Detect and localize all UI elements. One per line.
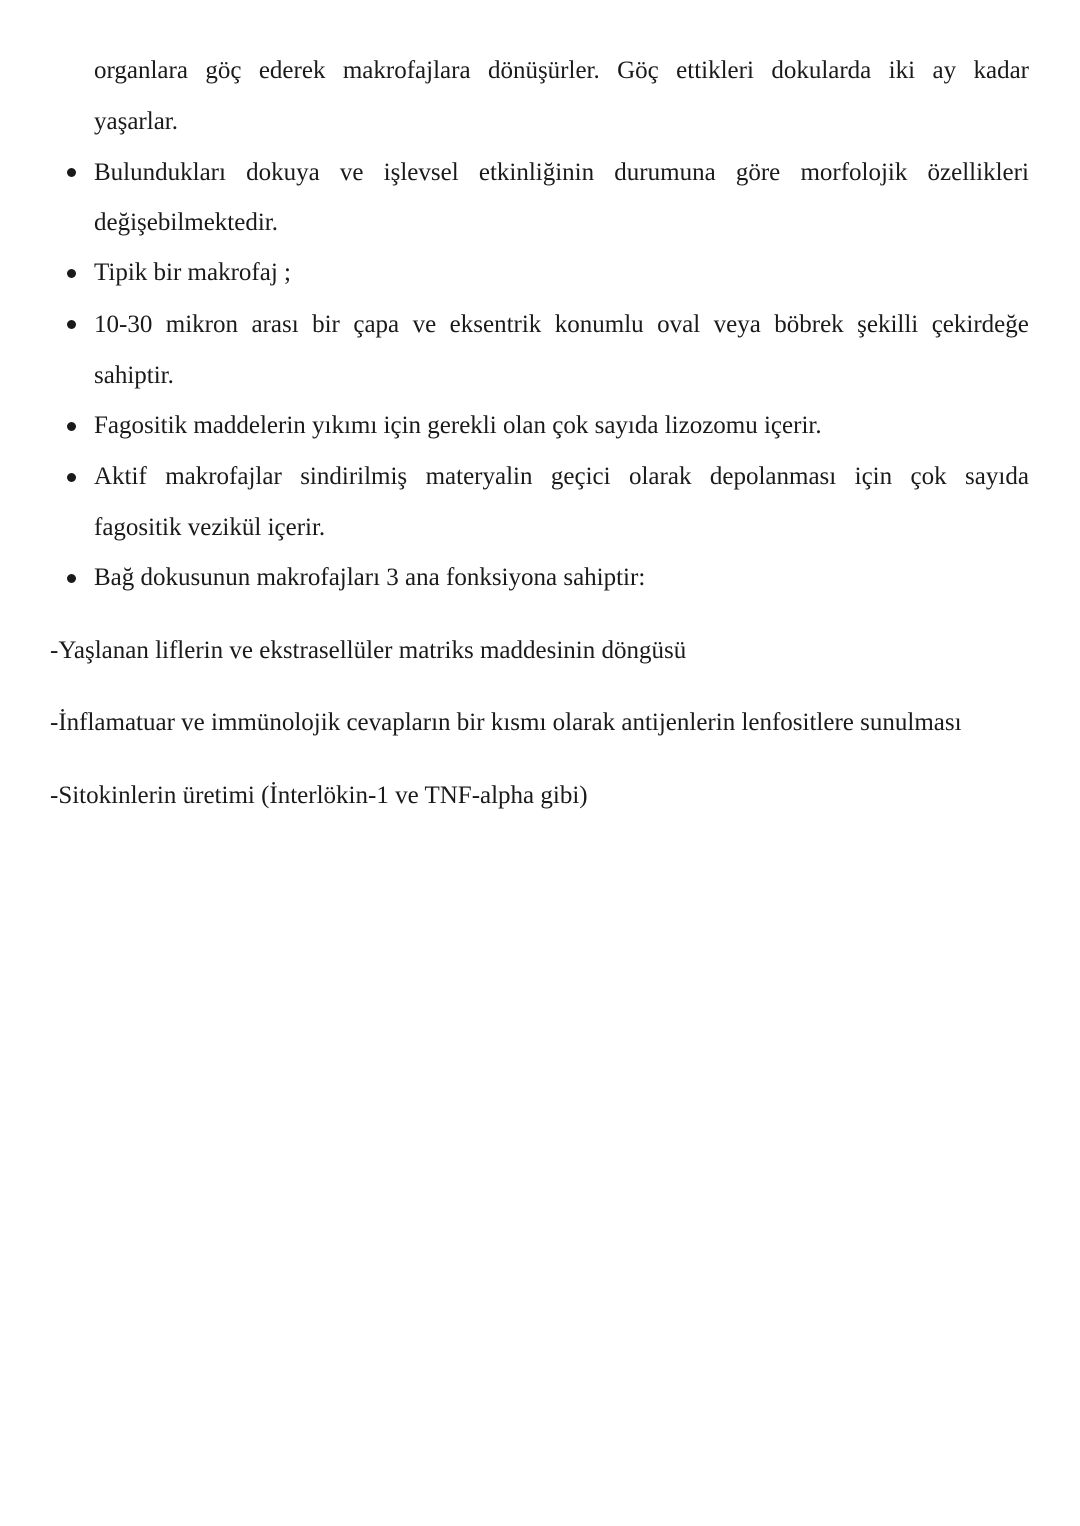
bullet-line <box>94 462 1029 492</box>
paragraph-line: yaşarlar. <box>94 108 178 135</box>
word: işlevsel <box>383 159 459 186</box>
word: dokuya <box>246 159 320 186</box>
word: ettikleri <box>676 57 754 84</box>
word: veya <box>713 311 761 338</box>
bullet-icon <box>67 320 76 329</box>
bullet-icon <box>67 574 76 583</box>
dash-item: -Sitokinlerin üretimi (İnterlökin-1 ve TNF-alpha gibi) <box>50 782 588 809</box>
word: etkinliğinin <box>478 159 595 186</box>
word: arası <box>251 311 299 338</box>
bullet-line: değişebilmektedir. <box>94 209 278 236</box>
word: göre <box>735 159 781 186</box>
word: organlara <box>94 57 188 84</box>
paragraph-line <box>94 56 1029 86</box>
word: özellikleri <box>927 159 1029 186</box>
bullet-line <box>94 310 1029 340</box>
word: mikron <box>165 311 238 338</box>
word: geçici <box>550 463 611 490</box>
bullet-line: Tipik bir makrofaj ; <box>94 259 291 286</box>
bullet-icon <box>67 168 76 177</box>
word: için <box>854 463 893 490</box>
dash-item: -İnflamatuar ve immünolojik cevapların bir kısmı olarak antijenlerin lenfositlere sunulması <box>50 709 962 736</box>
word: eksentrik <box>449 311 542 338</box>
word: morfolojik <box>800 159 908 186</box>
word: çapa <box>353 311 400 338</box>
word: makrofajlara <box>342 57 471 84</box>
word: iki <box>888 57 916 84</box>
bullet-line: fagositik vezikül içerir. <box>94 514 326 541</box>
bullet-line: Fagositik maddelerin yıkımı için gerekli olan çok sayıda lizozomu içerir. <box>94 412 822 439</box>
word: göç <box>205 57 242 84</box>
bullet-line: Bağ dokusunun makrofajları 3 ana fonksiyona sahiptir: <box>94 564 646 591</box>
word: makrofajlar <box>165 463 282 490</box>
word: bir <box>312 311 340 338</box>
word: ay <box>932 57 957 84</box>
word: konumlu <box>554 311 644 338</box>
word: ve <box>412 311 437 338</box>
bullet-icon <box>67 473 76 482</box>
word: çekirdeğe <box>931 311 1029 338</box>
word: durumuna <box>614 159 716 186</box>
word: şekilli <box>857 311 919 338</box>
bullet-line <box>94 158 1029 188</box>
word: ve <box>339 159 364 186</box>
word: oval <box>657 311 701 338</box>
word: 10-30 <box>94 311 153 338</box>
bullet-line: sahiptir. <box>94 362 174 389</box>
word: Göç <box>617 57 659 84</box>
bullet-icon <box>67 269 76 278</box>
word: kadar <box>973 57 1029 84</box>
word: sayıda <box>965 463 1029 490</box>
word: olarak <box>628 463 692 490</box>
word: Aktif <box>94 463 147 490</box>
word: çok <box>910 463 947 490</box>
word: materyalin <box>425 463 533 490</box>
word: Bulundukları <box>94 159 226 186</box>
bullet-icon <box>67 422 76 431</box>
dash-item: -Yaşlanan liflerin ve ekstrasellüler matriks maddesinin döngüsü <box>50 637 687 664</box>
word: dokularda <box>771 57 872 84</box>
word: ederek <box>258 57 326 84</box>
word: böbrek <box>774 311 844 338</box>
word: dönüşürler. <box>487 57 600 84</box>
word: sindirilmiş <box>300 463 408 490</box>
word: depolanması <box>709 463 837 490</box>
